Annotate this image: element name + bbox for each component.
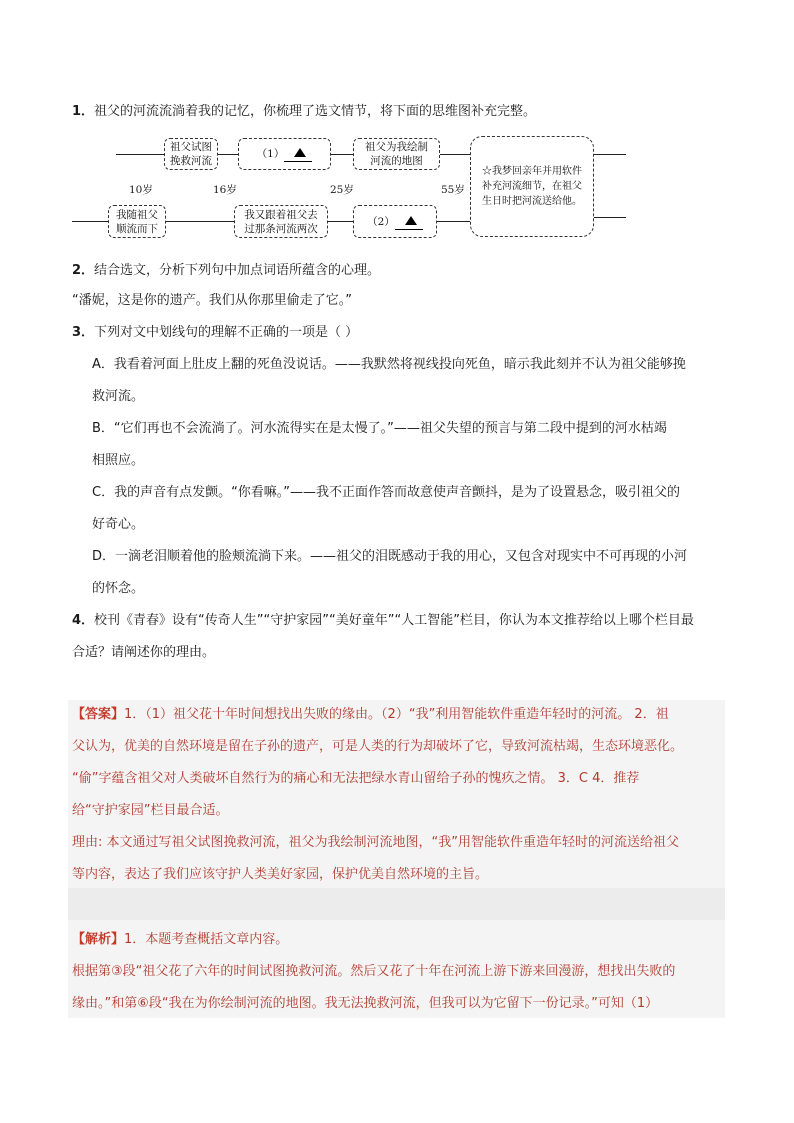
question-4: 4．校刊《青春》设有“传奇人生”“守护家园”“美好童年”“人工智能”栏目，你认为本文推荐给以上哪个栏目最: [72, 613, 694, 628]
answer-line-4: 给“守护家园”栏目最合适。: [72, 803, 229, 818]
timeline-bottom-seg-3: [328, 221, 353, 222]
answer-blank-2: [395, 214, 423, 230]
answer-blank-1: [284, 146, 312, 162]
timeline-bottom-seg-4: [437, 221, 470, 222]
option-b: B．“它们再也不会流淌了。河水流得实在是太慢了。”——祖父失望的预言与第二段中提到的河水枯竭: [92, 421, 667, 436]
box-grandpa-tries-save-river: 祖父试图 挽救河流: [164, 138, 218, 170]
box-follow-grandpa-downstream: 我随祖父 顺流而下: [108, 205, 166, 238]
timeline-top-seg-5: [594, 154, 626, 155]
box-final-event: ☆我梦回亲年并用软件 补充河流细节，在祖父 生日时把河流送给他。: [470, 136, 594, 237]
triangle-icon: [294, 148, 306, 157]
option-b-cont: 相照应。: [92, 453, 145, 468]
answer-line-2: 父认为，优美的自然环境是留在子孙的遗产，可是人类的行为却破坏了它，导致河流枯竭，生态环境恶化。: [72, 739, 684, 754]
question-1: 1．祖父的河流流淌着我的记忆，你梳理了选文情节，将下面的思维图补充完整。: [72, 104, 537, 119]
option-d-cont: 的怀念。: [92, 581, 145, 596]
timeline-top-seg-4: [440, 154, 470, 155]
age-label: 10岁: [129, 184, 153, 196]
age-label: 25岁: [330, 184, 354, 196]
option-a: A．我看着河面上肚皮上翻的死鱼没说话。——我默然将视线投向死鱼，暗示我此刻并不认为祖父能够挽: [92, 357, 686, 372]
timeline-top-seg-1: [116, 154, 164, 155]
mind-map-diagram: [0, 0, 794, 260]
box-grandpa-draws-map: 祖父为我绘制 河流的地图: [353, 138, 440, 170]
question-2: 2．结合选文，分析下列句中加点词语所蕴含的心理。: [72, 263, 381, 278]
age-label: 16岁: [213, 184, 237, 196]
timeline-bottom-seg-5: [594, 217, 626, 218]
answer-line-1: 【答案】1．（1）祖父花十年时间想找出失败的缘由。（2）“我”利用智能软件重造年轻时的河流。 2．祖: [72, 707, 669, 722]
timeline-top-seg-2: [218, 154, 238, 155]
box-blank-1: （1）: [238, 138, 331, 170]
box-visit-river-twice: 我又跟着祖父去 过那条河流两次: [234, 205, 328, 238]
answer-line-6: 等内容，表达了我们应该守护人类美好家园，保护优美自然环境的主旨。: [72, 867, 489, 882]
analysis-line-3: 缘由。”和第⑥段“我在为你绘制河流的地图。我无法挽救河流，但我可以为它留下一份记录。”可知（1）: [72, 996, 659, 1011]
triangle-icon: [405, 216, 417, 225]
option-c: C．我的声音有点发颤。“你看嘛。”——我不正面作答而故意使声音颤抖，是为了设置悬念，吸引祖父的: [92, 485, 681, 500]
timeline-top-seg-3: [331, 154, 353, 155]
age-label: 55岁: [441, 184, 465, 196]
answer-panel: [68, 700, 725, 888]
timeline-bottom-seg-1: [72, 221, 108, 222]
question-3: 3．下列对文中划线句的理解不正确的一项是（ ）: [72, 325, 359, 340]
panel-divider: [68, 888, 725, 920]
box-blank-2: （2）: [353, 205, 437, 238]
answer-line-3: “偷”字蕴含祖父对人类破坏自然行为的痛心和无法把绿水青山留给子孙的愧疚之情。 3．C 4．推荐: [72, 771, 640, 786]
analysis-line-2: 根据第③段“祖父花了六年的时间试图挽救河流。然后又花了十年在河流上游下游来回漫游，想找出失败的: [72, 964, 676, 979]
option-a-cont: 救河流。: [92, 389, 145, 404]
analysis-line-1: 【解析】1．本题考查概括文章内容。: [72, 932, 289, 947]
timeline-bottom-seg-2: [166, 221, 234, 222]
question-2-quote: “潘妮，这是你的遗产。我们从你那里偷走了它。”: [72, 293, 352, 308]
question-4-cont: 合适？请阐述你的理由。: [72, 645, 216, 660]
answer-line-5: 理由: 本文通过写祖父试图挽救河流，祖父为我绘制河流地图，“我”用智能软件重造年轻时的河流送给祖父: [72, 835, 679, 850]
option-d: D．一滴老泪顺着他的脸颊流淌下来。——祖父的泪既感动于我的用心，又包含对现实中不可再现的小河: [92, 549, 688, 564]
option-c-cont: 好奇心。: [92, 517, 145, 532]
